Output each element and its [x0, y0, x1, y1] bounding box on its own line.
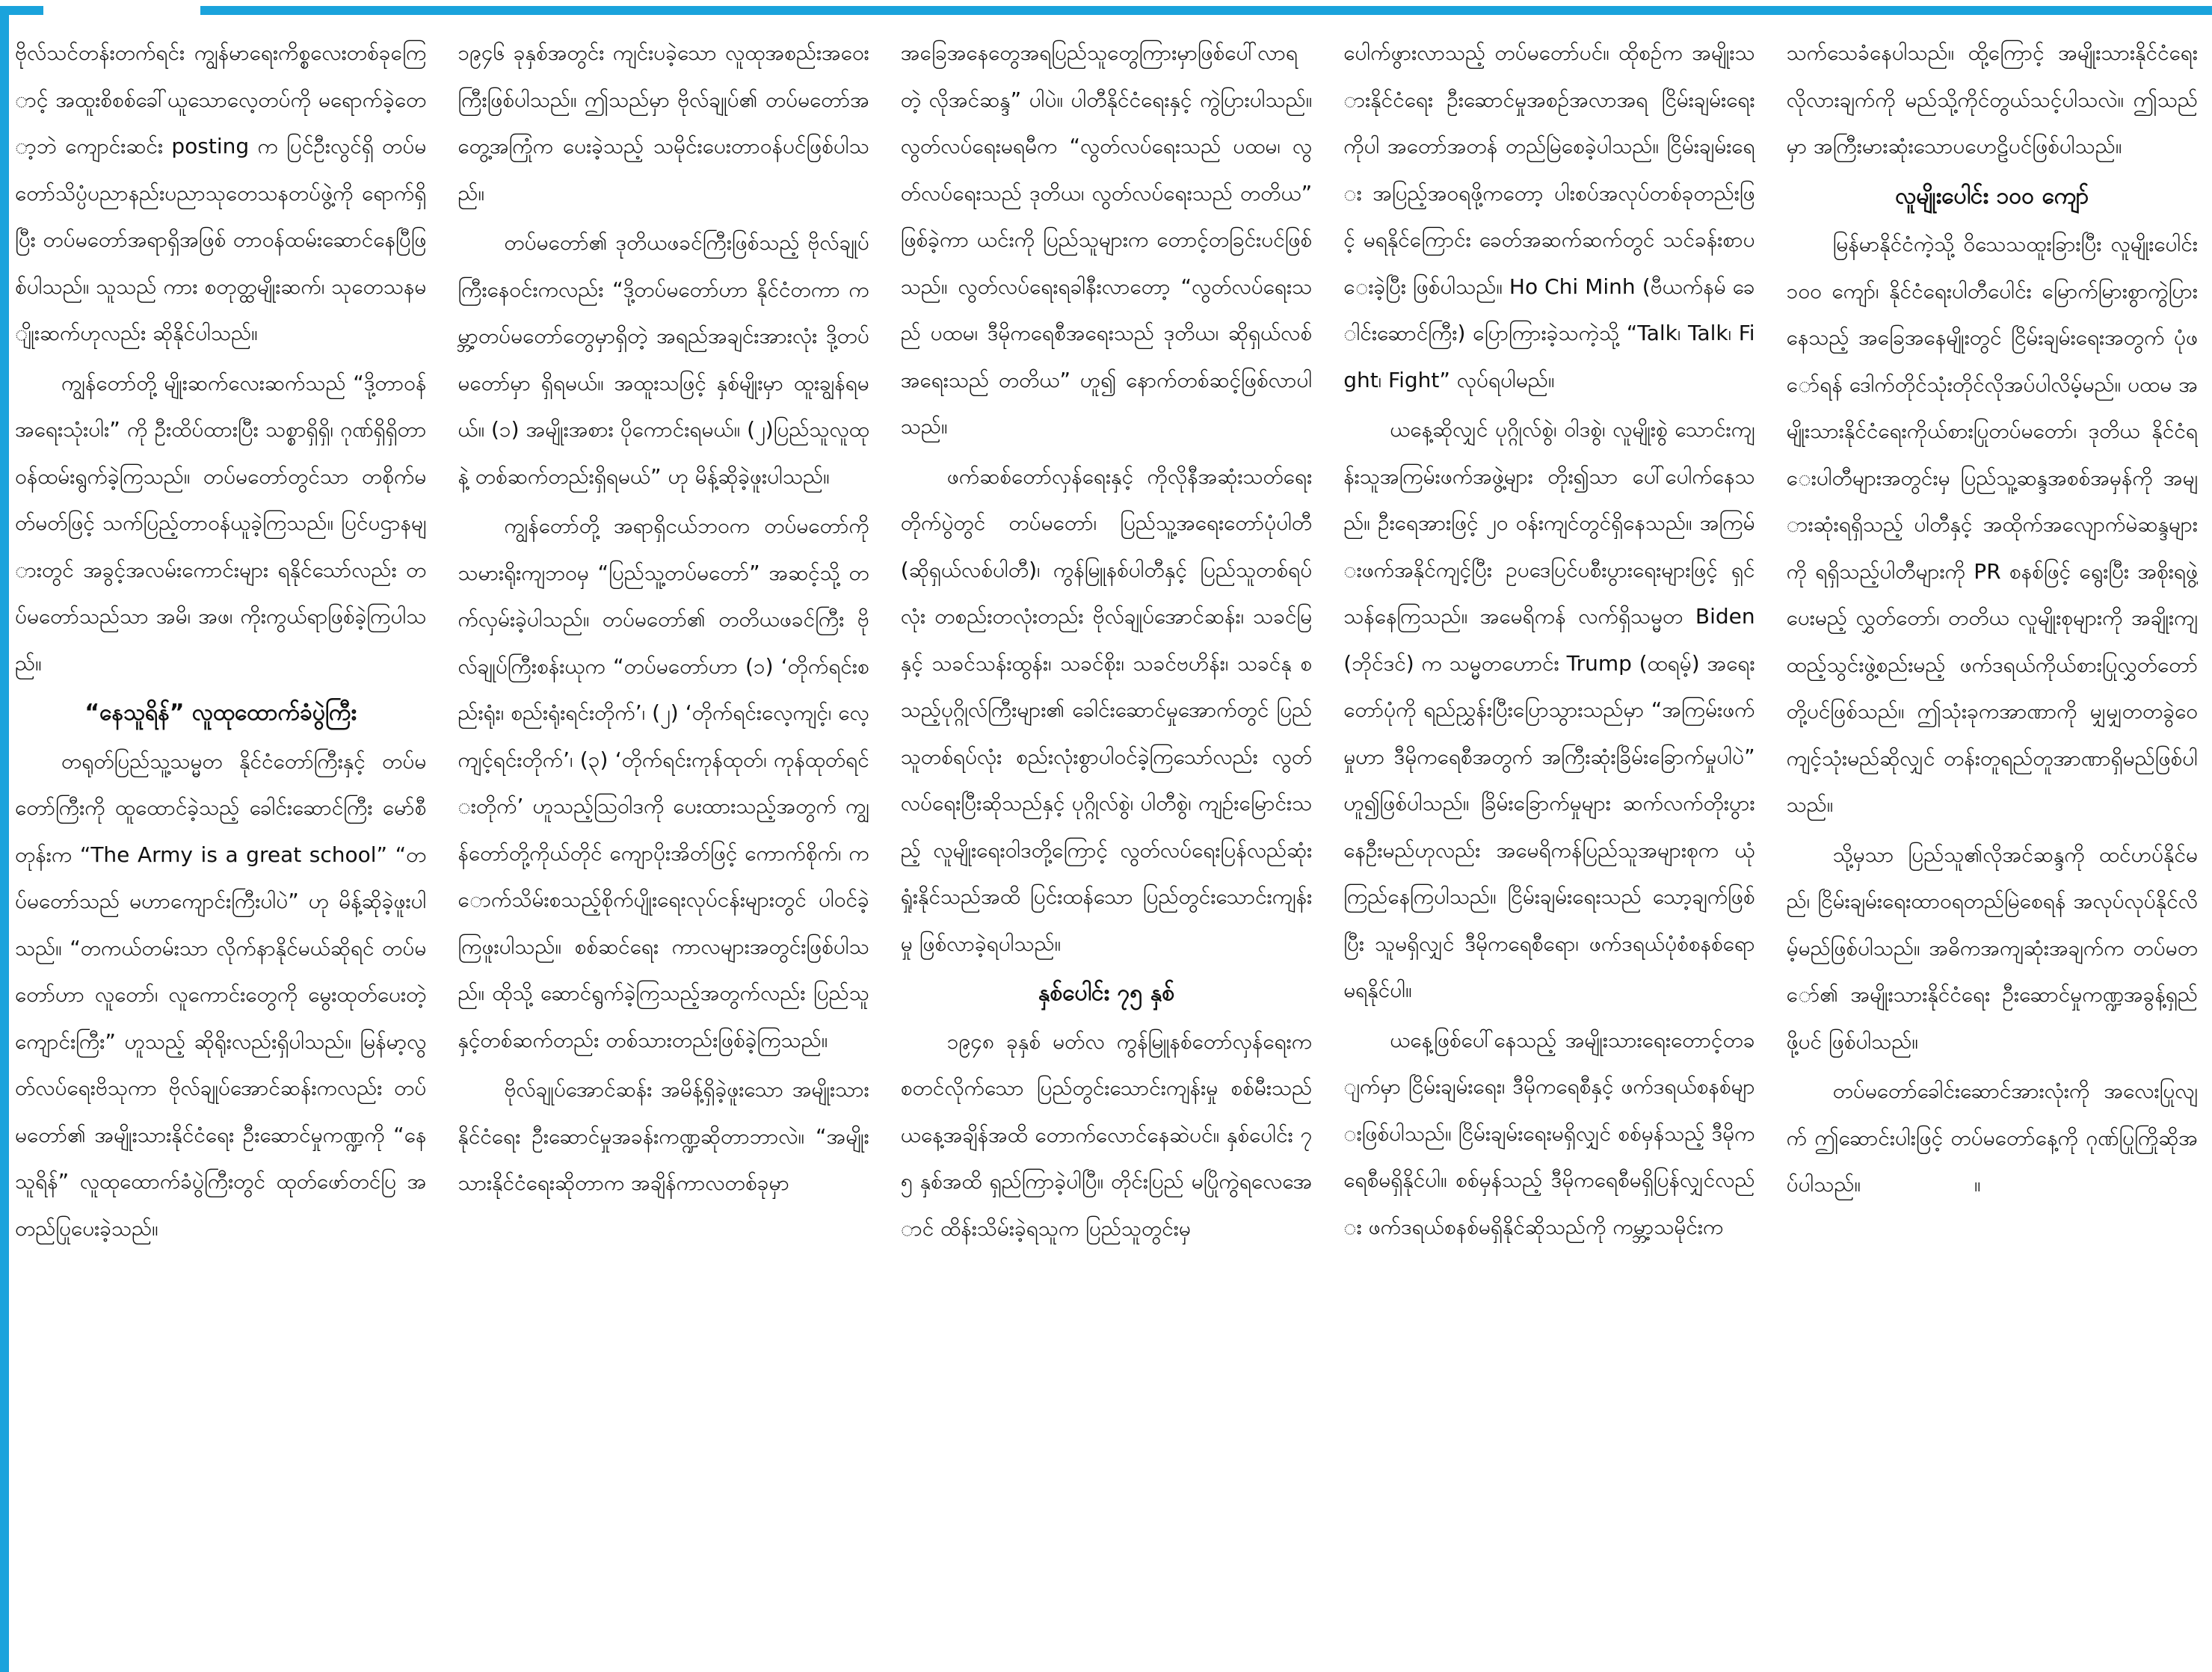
- paragraph: ဗိုလ်သင်တန်းတက်ရင်း ကျွန်မာရေးကိစ္စလေးတစ်ခုကြောင့် အထူးစိစစ်ခေါ်ယူသောလေ့တပ်ကို မရောက်ခဲ့တော့ဘဲ ကျောင်းဆင်း posting က ပြင်ဦးလွင်ရှိ တပ်မတော်သိပ္ပံပညာနည်းပညာသုတေသနတပ်ဖွဲ့ကို ရောက်ရှိပြီး တပ်မတော်အရာရှိအဖြစ် တာဝန်ထမ်းဆောင်နေပြီဖြစ်ပါသည်။ သူသည် ကား စတုတ္ထမျိုးဆက်၊ သုတေသနမျိုးဆက်ဟုလည်း ဆိုနိုင်ပါသည်။: [15, 40, 427, 345]
- paragraph: အခြေအနေတွေအရပြည်သူတွေကြားမှာဖြစ်ပေါ်လာရတဲ့ လိုအင်ဆန္ဒ” ပါပဲ။ ပါတီနိုင်ငံရေးနှင့် ကွဲပြားပါသည်။ လွတ်လပ်ရေးမရမီက “လွတ်လပ်ရေးသည် ပထမ၊ လွတ်လပ်ရေးသည် ဒုတိယ၊ လွတ်လပ်ရေးသည် တတိယ” ဖြစ်ခဲ့ကာ ယင်းကို ပြည်သူများက တောင့်တခြင်းပင်ဖြစ်သည်။ လွတ်လပ်ရေးရခါနီးလာတော့ “လွတ်လပ်ရေးသည် ပထမ၊ ဒီမိုကရေစီအရေးသည် ဒုတိယ၊ ဆိုရှယ်လစ်အရေးသည် တတိယ” ဟူ၍ နောက်တစ်ဆင့်ဖြစ်လာပါသည်။: [900, 40, 1313, 439]
- paragraph: ဗိုလ်ချုပ်အောင်ဆန်း အမိန့်ရှိခဲ့ဖူးသော အမျိုးသားနိုင်ငံရေး ဦးဆောင်မှုအခန်းကဏ္ဍဆိုတာဘာလဲ။ “အမျိုးသားနိုင်ငံရေးဆိုတာက အချိန်ကာလတစ်ခုမှာ: [458, 1077, 869, 1195]
- column-1: [15, 30, 426, 1644]
- column-2: [458, 30, 869, 1644]
- paragraph: မြန်မာနိုင်ငံကဲ့သို့ ဝိသေသထူးခြားပြီး လူမျိုးပေါင်း ၁၀၀ ကျော်၊ နိုင်ငံရေးပါတီပေါင်း မြောက်မြားစွာကွဲပြားနေသည့် အခြေအနေမျိုးတွင် ငြိမ်းချမ်းရေးအတွက် ပုံဖော်ရန် ဒေါက်တိုင်သုံးတိုင်လိုအပ်ပါလိမ့်မည်။ ပထမ အမျိုးသားနိုင်ငံရေးကိုယ်စားပြုတပ်မတော်၊ ဒုတိယ နိုင်ငံရေးပါတီများအတွင်းမှ ပြည်သူ့ဆန္ဒအစစ်အမှန်ကို အများဆုံးရရှိသည့် ပါတီနှင့် အထိုက်အလျောက်မဲဆန္ဒများကို ရရှိသည့်ပါတီများကို PR စနစ်ဖြင့် ရွေးပြီး အစိုးရဖွဲ့ပေးမည့် လွှတ်တော်၊ တတိယ လူမျိုးစုများကို အချိုးကျထည့်သွင်းဖွဲ့စည်းမည့် ဖက်ဒရယ်ကိုယ်စားပြုလွှတ်တော်တို့ပင်ဖြစ်သည်။ ဤသုံးခုကအာဏာကို မျှမျှတတခွဲဝေကျင့်သုံးမည်ဆိုလျှင် တန်းတူရည်တူအာဏာရှိမည်ဖြစ်ပါသည်။: [1786, 232, 2198, 817]
- paragraph: ယနေ့ဆိုလျှင် ပုဂ္ဂိုလ်စွဲ၊ ဝါဒစွဲ၊ လူမျိုးစွဲ သောင်းကျန်းသူအကြမ်းဖက်အဖွဲ့များ တိုး၍သာ ပေါ်ပေါက်နေသည်။ ဦးရေအားဖြင့် ၂၀ ဝန်းကျင်တွင်ရှိနေသည်။ အကြမ်းဖက်အနိုင်ကျင့်ပြီး ဥပဒေပြင်ပစီးပွားရေးများဖြင့် ရှင်သန်နေကြသည်။ အမေရိကန် လက်ရှိသမ္မတ Biden (ဘိုင်ဒင်) က သမ္မတဟောင်း Trump (ထရမ့်) အရေးတော်ပုံကို ရည်ညွှန်းပြီးပြောသွားသည်မှာ “အကြမ်းဖက်မှုဟာ ဒီမိုကရေစီအတွက် အကြီးဆုံးခြိမ်းခြောက်မှုပါပဲ” ဟူ၍ဖြစ်ပါသည်။ ခြိမ်းခြောက်မှုများ ဆက်လက်တိုးပွားနေဦးမည်ဟုလည်း အမေရိကန်ပြည်သူအများစုက ယုံကြည်နေကြပါသည်။ ငြိမ်းချမ်းရေးသည် သော့ချက်ဖြစ်ပြီး သူမရှိလျှင် ဒီမိုကရေစီရော၊ ဖက်ဒရယ်ပုံစံစနစ်ရော မရနိုင်ပါ။: [1343, 417, 1755, 1002]
- closing-text: တပ်မတော်ခေါင်းဆောင်အားလုံးကို အလေးပြုလျက် ဤဆောင်းပါးဖြင့် တပ်မတော်နေ့ကို ဂုဏ်ပြုကြိုဆိုအပ်ပါသည်။: [1786, 1079, 2198, 1197]
- paragraph: ကျွန်တော်တို့ မျိုးဆက်လေးဆက်သည် “ဒို့တာဝန်အရေးသုံးပါး” ကို ဦးထိပ်ထားပြီး သစ္စာရှိရှိ၊ ဂုဏ်ရှိရှိတာဝန်ထမ်းရွက်ခဲ့ကြသည်။ တပ်မတော်တွင်သာ တစိုက်မတ်မတ်ဖြင့် သက်ပြည့်တာဝန်ယူခဲ့ကြသည်။ ပြင်ပဌာနများတွင် အခွင့်အလမ်းကောင်းများ ရနိုင်သော်လည်း တပ်မတော်သည်သာ အမိ၊ အဖ၊ ကိုးကွယ်ရာဖြစ်ခဲ့ကြပါသည်။: [15, 370, 427, 676]
- section-heading: “နေသူရိန်” လူထုထောက်ခံပွဲကြီး: [84, 700, 357, 726]
- paragraph: သက်သေခံနေပါသည်။ ထို့ကြောင့် အမျိုးသားနိုင်ငံရေး လိုလားချက်ကို မည်သို့ကိုင်တွယ်သင့်ပါသလဲ။ ဤသည်မှာ အကြီးမားဆုံးသောပဟေဠိပင်ဖြစ်ပါသည်။: [1786, 40, 2198, 158]
- paragraph: ယနေ့ဖြစ်ပေါ်နေသည့် အမျိုးသားရေးတောင့်တချက်မှာ ငြိမ်းချမ်းရေး၊ ဒီမိုကရေစီနှင့် ဖက်ဒရယ်စနစ်များဖြစ်ပါသည်။ ငြိမ်းချမ်းရေးမရှိလျှင် စစ်မှန်သည့် ဒီမိုကရေစီမရှိနိုင်ပါ။ စစ်မှန်သည့် ဒီမိုကရေစီမရှိပြန်လျှင်လည်း ဖက်ဒရယ်စနစ်မရှိနိုင်ဆိုသည်ကို ကမ္ဘာ့သမိုင်းက: [1343, 1027, 1755, 1239]
- paragraph: ပေါက်ဖွားလာသည့် တပ်မတော်ပင်။ ထိုစဉ်က အမျိုးသားနိုင်ငံရေး ဦးဆောင်မှုအစဉ်အလာအရ ငြိမ်းချမ်းရေးကိုပါ အတော်အတန် တည်မြဲစေခဲ့ပါသည်။ ငြိမ်းချမ်းရေး အပြည့်အဝရဖို့ကတော့ ပါးစပ်အလုပ်တစ်ခုတည်းဖြင့် မရနိုင်ကြောင်း ခေတ်အဆက်ဆက်တွင် သင်ခန်းစာပေးခဲ့ပြီး ဖြစ်ပါသည်။ Ho Chi Minh (ဗီယက်နမ် ခေါင်းဆောင်ကြီး) ပြောကြားခဲ့သကဲ့သို့ “Talk၊ Talk၊ Fight၊ Fight” လုပ်ရပါမည်။: [1343, 40, 1755, 392]
- section-heading: လူမျိုးပေါင်း ၁၀၀ ကျော်: [1895, 182, 2089, 209]
- paragraph: တရုတ်ပြည်သူ့သမ္မတ နိုင်ငံတော်ကြီးနှင့် တပ်မတော်ကြီးကို ထူထောင်ခဲ့သည့် ခေါင်းဆောင်ကြီး မော်စီတုန်းက “The Army is a great school” “တပ်မတော်သည် မဟာကျောင်းကြီးပါပဲ” ဟု မိန့်ဆိုခဲ့ဖူးပါသည်။ “တကယ်တမ်းသာ လိုက်နာနိုင်မယ်ဆိုရင် တပ်မတော်ဟာ လူတော်၊ လူကောင်းတွေကို မွေးထုတ်ပေးတဲ့ ကျောင်းကြီး” ဟူသည့် ဆိုရိုးလည်းရှိပါသည်။ မြန်မာ့လွတ်လပ်ရေးဗိသုကာ ဗိုလ်ချုပ်အောင်ဆန်းကလည်း တပ်မတော်၏ အမျိုးသားနိုင်ငံရေး ဦးဆောင်မှုကဏ္ဍကို “နေသူရိန်” လူထုထောက်ခံပွဲကြီးတွင် ထုတ်ဖော်တင်ပြ အတည်ပြုပေးခဲ့သည်။: [15, 748, 427, 1241]
- paragraph: ၁၉၄၆ ခုနှစ်အတွင်း ကျင်းပခဲ့သော လူထုအစည်းအဝေးကြီးဖြစ်ပါသည်။ ဤသည်မှာ ဗိုလ်ချုပ်၏ တပ်မတော်အတွေ့အကြုံက ပေးခဲ့သည့် သမိုင်းပေးတာဝန်ပင်ဖြစ်ပါသည်။: [458, 40, 869, 206]
- paragraph: သို့မှသာ ပြည်သူ၏လိုအင်ဆန္ဒကို ထင်ဟပ်နိုင်မည်၊ ငြိမ်းချမ်းရေးထာဝရတည်မြဲစေရန် အလုပ်လုပ်နိုင်လိမ့်မည်ဖြစ်ပါသည်။ အဓိကအကျဆုံးအချက်က တပ်မတော်၏ အမျိုးသားနိုင်ငံရေး ဦးဆောင်မှုကဏ္ဍအခွန့်ရှည်ဖို့ပင် ဖြစ်ပါသည်။: [1786, 842, 2198, 1054]
- column-3: [901, 30, 1312, 1644]
- paragraph: ၁၉၄၈ ခုနှစ် မတ်လ ကွန်မြူနစ်တော်လှန်ရေးက စတင်လိုက်သော ပြည်တွင်းသောင်းကျန်းမှု စစ်မီးသည်ယနေ့အချိန်အထိ တောက်လောင်နေဆဲပင်။ နှစ်ပေါင်း ၇၅ နှစ်အထိ ရှည်ကြာခဲ့ပါပြီ။ တိုင်းပြည် မပြိုကွဲရလေအောင် ထိန်းသိမ်းခဲ့ရသူက ပြည်သူတွင်းမှ: [900, 1028, 1313, 1241]
- top-accent-bar-right: [200, 6, 2212, 15]
- column-5: [1787, 30, 2198, 1644]
- section-heading: နှစ်ပေါင်း ၇၅ နှစ်: [1038, 980, 1175, 1006]
- paragraph: တပ်မတော်၏ ဒုတိယဖခင်ကြီးဖြစ်သည့် ဗိုလ်ချုပ်ကြီးနေဝင်းကလည်း “ဒို့တပ်မတော်ဟာ နိုင်ငံတကာ ကမ္ဘာ့တပ်မတော်တွေမှာရှိတဲ့ အရည်အချင်းအားလုံး ဒို့တပ်မတော်မှာ ရှိရမယ်။ အထူးသဖြင့် နှစ်မျိုးမှာ ထူးချွန်ရမယ်။ (၁) အမျိုးအစား ပိုကောင်းရမယ်။ (၂)ပြည်သူလူထုနဲ့ တစ်ဆက်တည်းရှိရမယ်” ဟု မိန့်ဆိုခဲ့ဖူးပါသည်။: [458, 230, 869, 489]
- paragraph: [1787, 1068, 2198, 1209]
- left-accent-bar: [0, 9, 9, 1672]
- column-4: [1343, 30, 1754, 1644]
- article-page: [15, 30, 2198, 1644]
- end-punctuation: ။: [1974, 1172, 1981, 1197]
- paragraph: ဖက်ဆစ်တော်လှန်ရေးနှင့် ကိုလိုနီအဆုံးသတ်ရေးတိုက်ပွဲတွင် တပ်မတော်၊ ပြည်သူ့အရေးတော်ပုံပါတီ (ဆိုရှယ်လစ်ပါတီ)၊ ကွန်မြူနစ်ပါတီနှင့် ပြည်သူတစ်ရပ်လုံး တစည်းတလုံးတည်း ဗိုလ်ချုပ်အောင်ဆန်း၊ သခင်မြနှင့် သခင်သန်းထွန်း၊ သခင်စိုး၊ သခင်ဗဟိန်း၊ သခင်နု စသည့်ပုဂ္ဂိုလ်ကြီးများ၏ ခေါင်းဆောင်မှုအောက်တွင် ပြည်သူတစ်ရပ်လုံး စည်းလုံးစွာပါဝင်ခဲ့ကြသော်လည်း လွတ်လပ်ရေးပြီးဆိုသည်နှင့် ပုဂ္ဂိုလ်စွဲ၊ ပါတီစွဲ၊ ကျဉ်းမြောင်းသည့် လူမျိုးရေးဝါဒတို့ကြောင့် လွတ်လပ်ရေးပြန်လည်ဆုံးရှုံးနိုင်သည်အထိ ပြင်းထန်သော ပြည်တွင်းသောင်းကျန်းမှု ဖြစ်လာခဲ့ရပါသည်။: [900, 463, 1313, 956]
- paragraph: ကျွန်တော်တို့ အရာရှိငယ်ဘဝက တပ်မတော်ကို သမားရိုးကျဘဝမှ “ပြည်သူ့တပ်မတော်” အဆင့်သို့ တက်လှမ်းခဲ့ပါသည်။ တပ်မတော်၏ တတိယဖခင်ကြီး ဗိုလ်ချုပ်ကြီးစန်းယုက “တပ်မတော်ဟာ (၁) ‘တိုက်ရင်းစည်းရုံး၊ စည်းရုံးရင်းတိုက်’၊ (၂) ‘တိုက်ရင်းလေ့ကျင့်၊ လေ့ကျင့်ရင်းတိုက်’၊ (၃) ‘တိုက်ရင်းကုန်ထုတ်၊ ကုန်ထုတ်ရင်းတိုက်’ ဟူသည့်ဩဝါဒကို ပေးထားသည့်အတွက် ကျွန်တော်တို့ကိုယ်တိုင် ကျောပိုးအိတ်ဖြင့် ကောက်စိုက်၊ ကောက်သိမ်းစသည့်စိုက်ပျိုးရေးလုပ်ငန်းများတွင် ပါဝင်ခဲ့ကြဖူးပါသည်။ စစ်ဆင်ရေး ကာလများအတွင်းဖြစ်ပါသည်။ ထိုသို့ ဆောင်ရွက်ခဲ့ကြသည့်အတွက်လည်း ပြည်သူနှင့်တစ်ဆက်တည်း တစ်သားတည်းဖြစ်ခဲ့ကြသည်။: [458, 513, 869, 1052]
